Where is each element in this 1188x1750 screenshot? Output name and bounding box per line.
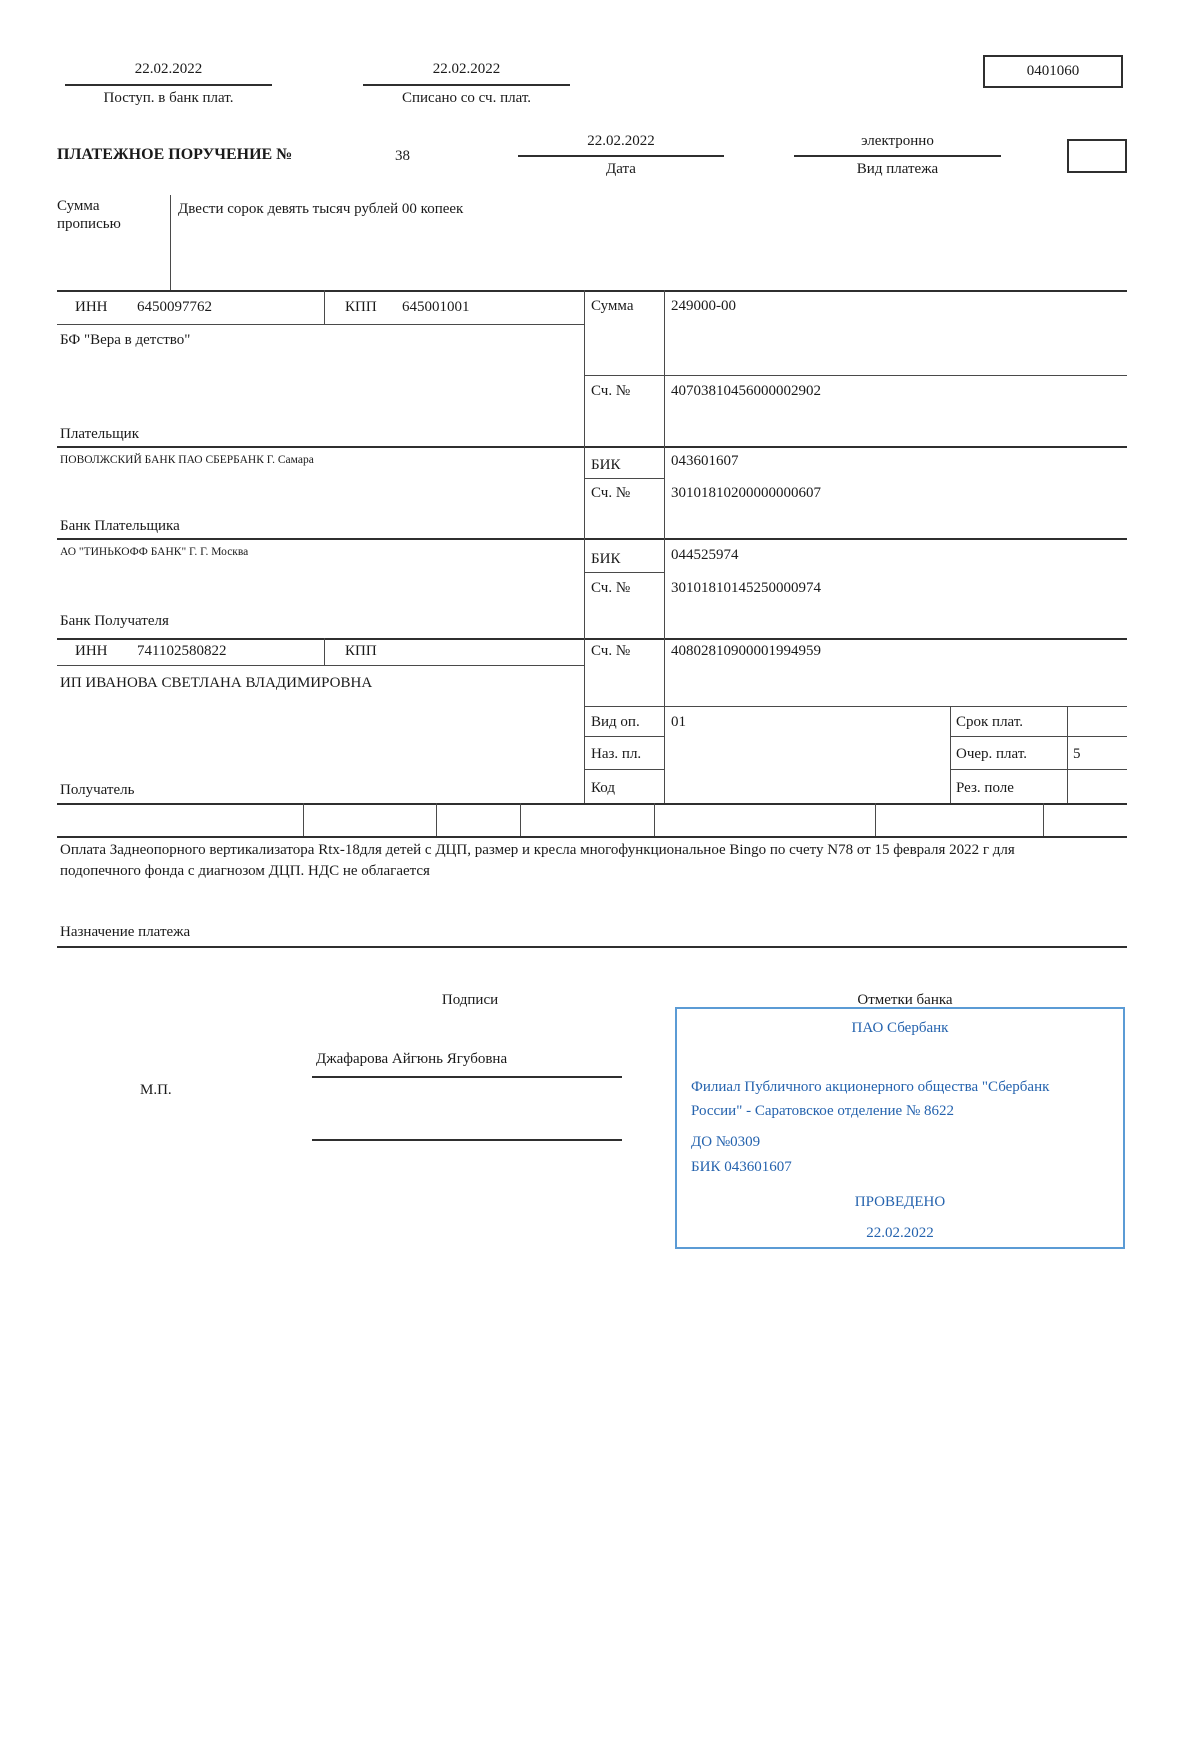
divider bbox=[57, 446, 1127, 448]
document-title: ПЛАТЕЖНОЕ ПОРУЧЕНИЕ № bbox=[57, 146, 293, 163]
stamp-branch: Филиал Публичного акционерного общества "Сбербанк России" - Саратовское отделение № 8622 bbox=[691, 1079, 1050, 1119]
payer-kpp-value: 645001001 bbox=[402, 299, 470, 315]
priority-label: Очер. плат. bbox=[956, 746, 1027, 762]
bank-marks-label: Отметки банка bbox=[857, 992, 953, 1008]
debited-date: 22.02.2022 bbox=[432, 61, 501, 77]
operation-type-value: 01 bbox=[671, 714, 686, 730]
payer-bank-bik-label: БИК bbox=[591, 457, 621, 473]
divider bbox=[584, 478, 664, 479]
divider bbox=[1043, 803, 1044, 836]
divider bbox=[57, 665, 584, 666]
divider bbox=[584, 572, 664, 573]
signatures-label: Подписи bbox=[441, 992, 499, 1008]
form-code: 0401060 bbox=[1026, 63, 1080, 79]
divider bbox=[57, 803, 1127, 805]
payment-purpose-label: Назначение платежа bbox=[60, 924, 191, 940]
payee-bank-account-value: 30101810145250000974 bbox=[671, 580, 821, 596]
payment-basis-label: Наз. пл. bbox=[591, 746, 642, 762]
divider bbox=[57, 324, 584, 325]
payee-account-label: Сч. № bbox=[591, 643, 631, 659]
priority-value: 5 bbox=[1073, 746, 1081, 762]
payee-bank-label: Банк Получателя bbox=[60, 613, 169, 629]
divider bbox=[584, 290, 585, 803]
divider bbox=[950, 736, 1127, 737]
divider bbox=[303, 803, 304, 836]
amount-label: Сумма bbox=[591, 298, 634, 314]
stamp-bik: БИК 043601607 bbox=[691, 1159, 792, 1175]
stamp-date: 22.02.2022 bbox=[866, 1225, 934, 1241]
divider bbox=[170, 195, 171, 290]
payee-inn-value: 741102580822 bbox=[137, 643, 227, 659]
bank-stamp bbox=[675, 1007, 1125, 1249]
amount-words-label: Сумма прописью bbox=[57, 198, 121, 232]
debited-label: Списано со сч. плат. bbox=[401, 90, 532, 106]
divider bbox=[324, 290, 325, 324]
divider bbox=[518, 155, 724, 157]
stamp-bank-name: ПАО Сбербанк bbox=[851, 1020, 949, 1036]
payee-bank-account-label: Сч. № bbox=[591, 580, 631, 596]
payee-bank-bik-label: БИК bbox=[591, 551, 621, 567]
divider bbox=[664, 290, 665, 803]
payer-inn-value: 6450097762 bbox=[137, 299, 212, 315]
payee-name: ИП ИВАНОВА СВЕТЛАНА ВЛАДИМИРОВНА bbox=[60, 675, 373, 691]
document-date: 22.02.2022 bbox=[587, 133, 655, 149]
payment-purpose-text: Оплата Заднеопорного вертикализатора Rtx-18для детей с ДЦП, размер и кресла многофункциональное Bingo по счету N78 от 15 февраля 2022 г для подопечного фонда с диагнозом ДЦП. НДС не облагается bbox=[60, 842, 1015, 879]
payer-account-value: 40703810456000002902 bbox=[671, 383, 821, 399]
payer-bank-label: Банк Плательщика bbox=[60, 518, 180, 534]
reserve-field-label: Рез. поле bbox=[956, 780, 1014, 796]
stamp-status: ПРОВЕДЕНО bbox=[854, 1194, 946, 1210]
payee-label: Получатель bbox=[60, 782, 135, 798]
payee-inn-label: ИНН bbox=[75, 643, 108, 659]
divider bbox=[520, 803, 521, 836]
divider bbox=[584, 769, 664, 770]
payer-bank-account-value: 30101810200000000607 bbox=[671, 485, 821, 501]
stamp-office: ДО №0309 bbox=[691, 1134, 761, 1150]
divider bbox=[584, 706, 1127, 707]
divider bbox=[57, 638, 1127, 640]
code-label: Код bbox=[591, 780, 615, 796]
payment-kind-value: электронно bbox=[861, 133, 934, 149]
received-in-bank-label: Поступ. в банк плат. bbox=[103, 90, 234, 106]
payer-inn-label: ИНН bbox=[75, 299, 108, 315]
amount-words-value: Двести сорок девять тысяч рублей 00 копеек bbox=[178, 201, 464, 217]
payer-bank-account-label: Сч. № bbox=[591, 485, 631, 501]
divider bbox=[654, 803, 655, 836]
due-date-label: Срок плат. bbox=[956, 714, 1024, 730]
divider bbox=[1067, 706, 1068, 803]
operation-type-label: Вид оп. bbox=[591, 714, 640, 730]
form-code-box bbox=[983, 55, 1123, 88]
date-label: Дата bbox=[606, 161, 636, 177]
divider bbox=[794, 155, 1001, 157]
divider bbox=[57, 946, 1127, 948]
payee-account-value: 40802810900001994959 bbox=[671, 643, 821, 659]
signature-line bbox=[312, 1076, 622, 1078]
divider bbox=[584, 736, 664, 737]
divider bbox=[584, 375, 1127, 376]
divider bbox=[950, 769, 1127, 770]
payment-kind-label: Вид платежа bbox=[856, 161, 939, 177]
divider bbox=[57, 836, 1127, 838]
document-number: 38 bbox=[395, 148, 410, 164]
payer-bank-bik-value: 043601607 bbox=[671, 453, 739, 469]
signature-line bbox=[312, 1139, 622, 1141]
payer-bank-name: ПОВОЛЖСКИЙ БАНК ПАО СБЕРБАНК Г. Самара bbox=[60, 454, 314, 466]
divider bbox=[950, 706, 951, 803]
payer-name: БФ "Вера в детство" bbox=[60, 332, 191, 348]
payee-kpp-label: КПП bbox=[345, 643, 377, 659]
payer-account-label: Сч. № bbox=[591, 383, 631, 399]
payee-bank-name: АО "ТИНЬКОФФ БАНК" Г. Г. Москва bbox=[60, 546, 249, 558]
amount-value: 249000-00 bbox=[671, 298, 736, 314]
stamp-place-label: М.П. bbox=[140, 1082, 172, 1098]
divider bbox=[436, 803, 437, 836]
payee-bank-bik-value: 044525974 bbox=[671, 547, 739, 563]
signer-name: Джафарова Айгюнь Ягубовна bbox=[316, 1051, 508, 1067]
divider bbox=[363, 84, 570, 86]
divider bbox=[324, 638, 325, 665]
status-code-box bbox=[1067, 139, 1127, 173]
divider bbox=[65, 84, 272, 86]
divider bbox=[875, 803, 876, 836]
divider bbox=[57, 538, 1127, 540]
payer-label: Плательщик bbox=[60, 426, 139, 442]
payer-kpp-label: КПП bbox=[345, 299, 377, 315]
divider bbox=[57, 290, 1127, 292]
received-in-bank-date: 22.02.2022 bbox=[134, 61, 203, 77]
